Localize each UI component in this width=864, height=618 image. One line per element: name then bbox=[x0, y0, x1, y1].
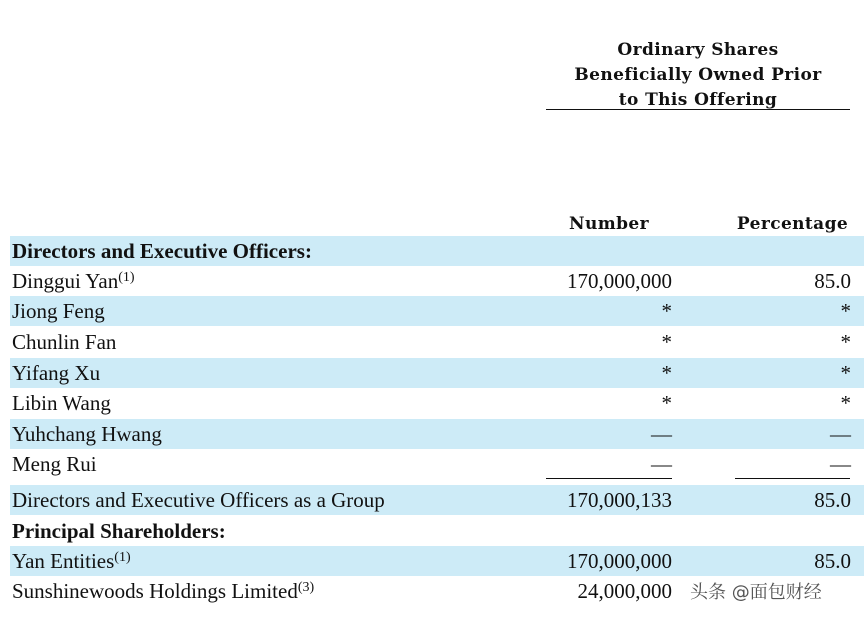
row-label: Principal Shareholders: bbox=[12, 519, 226, 543]
row-percentage: 85.0 bbox=[814, 549, 851, 573]
row-number: 170,000,133 bbox=[567, 488, 672, 512]
table-row bbox=[10, 516, 864, 546]
row-number: * bbox=[661, 330, 672, 354]
row-label: Yifang Xu bbox=[12, 361, 101, 385]
row-percentage: 85.0 bbox=[814, 488, 851, 512]
table-row bbox=[10, 449, 864, 479]
row-label: Dinggui Yan$^{(1)}$ bbox=[12, 269, 135, 293]
table-row bbox=[10, 327, 864, 357]
row-percentage: 85.0 bbox=[814, 269, 851, 293]
group-header-rule bbox=[546, 109, 850, 110]
row-label: Directors and Executive Officers: bbox=[12, 239, 312, 263]
row-label: Libin Wang bbox=[12, 391, 111, 415]
table-row bbox=[10, 546, 864, 576]
table-row bbox=[10, 388, 864, 418]
table-row bbox=[10, 266, 864, 296]
column-header-number: Number bbox=[569, 214, 649, 234]
row-number: — bbox=[651, 452, 672, 476]
row-number: * bbox=[661, 361, 672, 385]
column-header-percentage: Percentage bbox=[736, 214, 849, 234]
table-row bbox=[10, 485, 864, 515]
row-label: Directors and Executive Officers as a Group bbox=[12, 488, 385, 512]
row-label: Yan Entities$^{(1)}$ bbox=[12, 549, 131, 573]
group-header-line-1: Ordinary Shares bbox=[617, 40, 779, 60]
row-percentage: * bbox=[840, 391, 851, 415]
subtotal-rule-percentage bbox=[735, 478, 850, 479]
row-percentage: * bbox=[840, 330, 851, 354]
row-number: * bbox=[661, 391, 672, 415]
group-header-line-2: Beneficially Owned Prior bbox=[574, 65, 822, 85]
watermark: 头条 @面包财经 bbox=[690, 582, 822, 603]
row-number: 170,000,000 bbox=[567, 269, 672, 293]
row-number: — bbox=[651, 422, 672, 446]
row-percentage: — bbox=[830, 452, 851, 476]
row-number: 24,000,000 bbox=[577, 579, 672, 603]
row-percentage: * bbox=[840, 299, 851, 323]
table-row bbox=[10, 296, 864, 326]
row-label: Jiong Feng bbox=[12, 299, 105, 323]
table-row bbox=[10, 236, 864, 266]
row-label: Chunlin Fan bbox=[12, 330, 117, 354]
row-number: * bbox=[661, 299, 672, 323]
group-header-line-3: to This Offering bbox=[618, 90, 778, 110]
table-row bbox=[10, 419, 864, 449]
row-percentage: * bbox=[840, 361, 851, 385]
group-header bbox=[546, 38, 850, 113]
row-number: 170,000,000 bbox=[567, 549, 672, 573]
row-label: Sunshinewoods Holdings Limited$^{(3)}$ bbox=[12, 579, 315, 603]
row-label: Meng Rui bbox=[12, 452, 97, 476]
row-percentage: — bbox=[830, 422, 851, 446]
subtotal-rule-number bbox=[546, 478, 672, 479]
row-label: Yuhchang Hwang bbox=[12, 422, 162, 446]
table-row bbox=[10, 358, 864, 388]
